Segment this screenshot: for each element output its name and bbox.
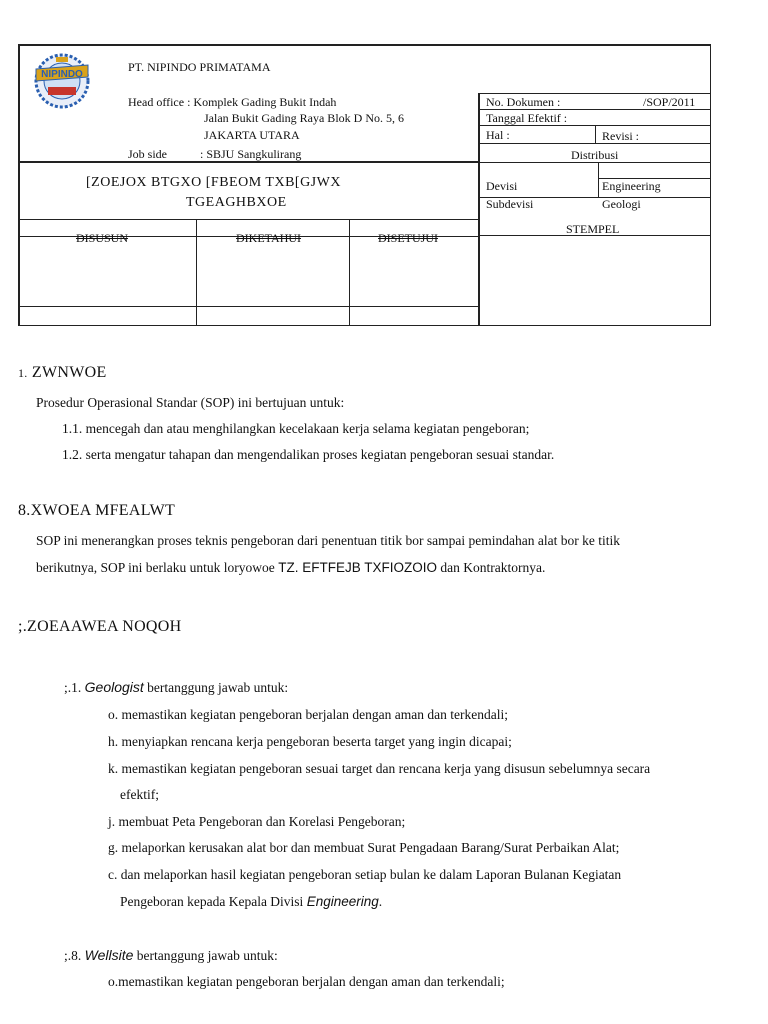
section-1-heading (18, 364, 107, 382)
section-2-line-2c: TZ. EFTFEJB TXFIOZOIO (274, 560, 437, 575)
section-1-intro: Prosedur Operasional Standar (SOP) ini bertujuan untuk: (36, 395, 345, 410)
label-diketahui: DIKETAHUI (236, 231, 302, 245)
section-1-item-2: 1.2. serta mengatur tahapan dan mengendalikan proses kegiatan pengeboran sesuai standar. (62, 447, 555, 462)
frame-bottom (18, 325, 711, 326)
distribusi-label: Distribusi (571, 148, 619, 162)
list-item-last-a: Pengeboran kepada Kepala Divisi (120, 894, 307, 909)
right-block-divider (478, 93, 480, 326)
list-item-last-c: . (378, 894, 383, 909)
devisi-label: Devisi (486, 179, 518, 193)
address-line-2: Jalan Bukit Gading Raya Blok D No. 5, 6 (204, 111, 404, 125)
subsection-3-1-tail: bertanggung jawab untuk: (143, 680, 289, 695)
section-3-number: ;. (18, 618, 28, 635)
address-line-3: JAKARTA UTARA (204, 128, 300, 142)
section-2-number: 8. (18, 502, 31, 519)
section-3-title: ZOEAAWEA NOQOH (27, 618, 182, 635)
subsection-3-2-number: ;.8. (64, 948, 82, 963)
sig-bottom-line (18, 306, 480, 307)
devisi-value: Engineering (602, 179, 661, 193)
doc-title-line1: [ZOEJOX BTGXO [FBEOM TXB[GJWX (86, 175, 341, 190)
list-item: o. memastikan kegiatan pengeboran berjalan dengan aman dan terkendali; (108, 707, 508, 722)
section-2-title: XWOEA MFEALWT (30, 502, 176, 519)
rb-line-2 (479, 109, 711, 110)
section-3-heading (18, 618, 182, 636)
section-2-line-2d: dan Kontraktornya. (437, 560, 546, 575)
separator-address (18, 161, 480, 163)
job-side-label: Job side (128, 147, 167, 161)
section-1-title: ZWNWOE (31, 364, 107, 381)
subsection-3-1-role: Geologist (84, 679, 144, 695)
revisi-label: Revisi : (602, 129, 640, 143)
no-dokumen-value: /SOP/2011 (643, 95, 696, 109)
head-office: Head office : Komplek Gading Bukit Indah (128, 95, 337, 109)
rb-vert-devisi (598, 162, 599, 197)
no-dokumen-label: No. Dokumen : (486, 95, 561, 109)
subsection-3-2-tail: bertanggung jawab untuk: (133, 948, 278, 963)
section-2-line-1: SOP ini menerangkan proses teknis pengeboran dari penentuan titik bor sampai pemindahan alat bor ke titik (36, 533, 620, 548)
frame-left (18, 44, 20, 326)
sig-divider-2 (349, 219, 350, 326)
list-item-continuation: efektif; (120, 787, 159, 802)
list-item: g. melaporkan kerusakan alat bor dan membuat Surat Pengadaan Barang/Surat Perbaikan Alat; (108, 840, 620, 855)
list-item: k. memastikan kegiatan pengeboran sesuai target dan rencana kerja yang disusun sebelumnya secara (108, 761, 651, 776)
section-1-number: 1. (18, 366, 28, 380)
job-side-value: : SBJU Sangkulirang (200, 147, 302, 161)
hal-label: Hal : (486, 128, 510, 142)
label-disetujui: DISETUJUI (378, 231, 438, 245)
document-header (18, 44, 711, 326)
frame-right (710, 44, 711, 326)
list-item: o.memastikan kegiatan pengeboran berjalan dengan aman dan terkendali; (108, 974, 505, 989)
subsection-3-2-heading (64, 947, 278, 964)
section-2-line-2a: berikutnya, SOP ini berlaku untuk (36, 560, 224, 575)
subsection-3-2-role: Wellsite (84, 947, 134, 963)
rb-line-4 (479, 143, 711, 144)
rb-line-5 (479, 162, 711, 163)
section-2-line-2 (36, 560, 545, 576)
list-item: c. dan melaporkan hasil kegiatan pengeboran setiap bulan ke dalam Laporan Bulanan Kegiatan (108, 867, 622, 882)
rb-line-1 (479, 93, 711, 94)
rb-vert-hal (595, 125, 596, 143)
sig-divider-1 (196, 219, 197, 326)
subsection-3-1-heading (64, 679, 288, 696)
section-2-heading (18, 502, 175, 520)
subdevisi-label: Subdevisi (486, 197, 534, 211)
list-item-last-b: Engineering (306, 894, 379, 909)
doc-title-line2: TGEAGHBXOE (186, 195, 287, 210)
list-item-continuation (120, 894, 382, 910)
section-2-line-2b: loryowoe (223, 560, 275, 575)
company-name: PT. NIPINDO PRIMATAMA (128, 60, 271, 74)
logo-text: NIPINDO (41, 69, 83, 80)
frame-top (18, 44, 711, 46)
tanggal-efektif-label: Tanggal Efektif : (486, 111, 568, 125)
subsection-3-1-number: ;.1. (64, 680, 82, 695)
subdevisi-value: Geologi (602, 197, 641, 211)
list-item: h. menyiapkan rencana kerja pengeboran beserta target yang ingin dicapai; (108, 734, 512, 749)
stempel-label: STEMPEL (566, 222, 620, 236)
company-logo (26, 51, 98, 111)
sig-top-line (18, 219, 480, 220)
section-1-item-1: 1.1. mencegah dan atau menghilangkan kecelakaan kerja selama kegiatan pengeboran; (62, 421, 530, 436)
label-disusun: DISUSUN (76, 231, 129, 245)
list-item: j. membuat Peta Pengeboran dan Korelasi Pengeboran; (108, 814, 406, 829)
